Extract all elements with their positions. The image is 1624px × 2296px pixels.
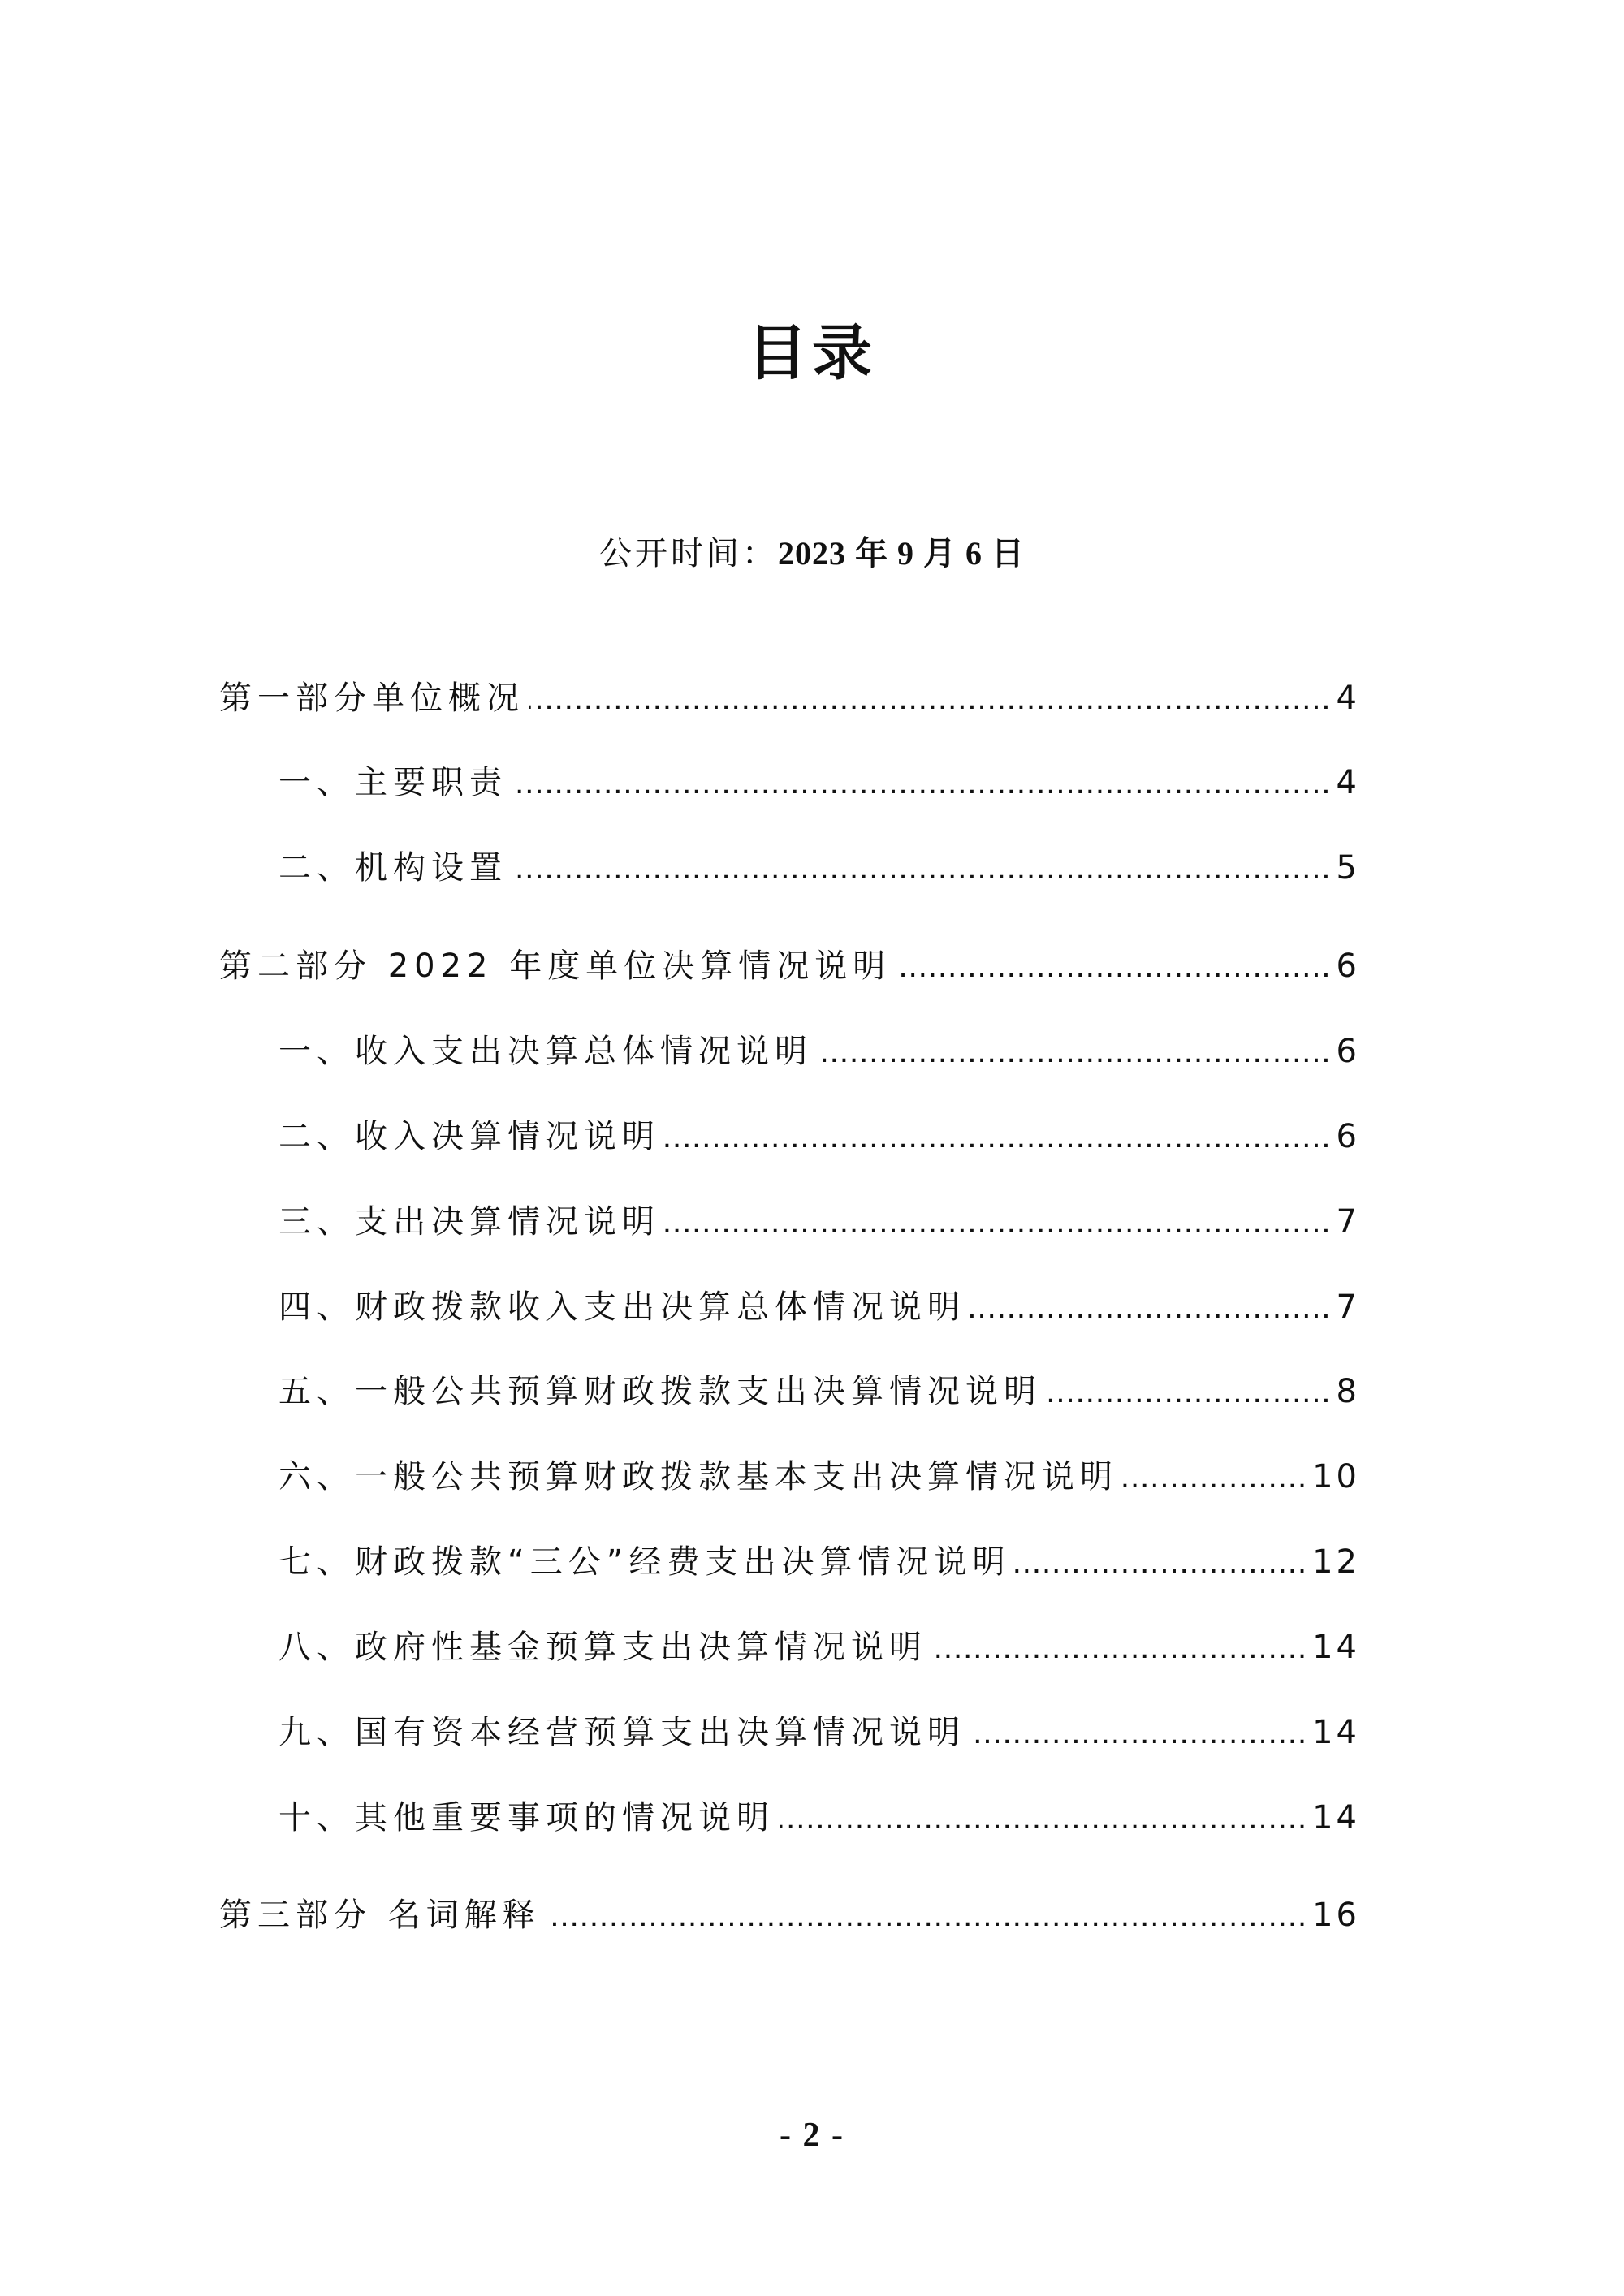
toc-entry[interactable]	[219, 1366, 1360, 1414]
toc-page-number: 7	[1336, 1288, 1360, 1326]
toc-entry-text: 四、财政拨款收入支出决算总体情况说明	[279, 1288, 965, 1326]
toc-page-number: 6	[1336, 947, 1360, 985]
toc-entry-text: 十、其他重要事项的情况说明	[279, 1799, 775, 1836]
toc-entry[interactable]	[219, 1281, 1360, 1330]
toc-page-number: 10	[1312, 1458, 1360, 1495]
toc-entry[interactable]	[219, 842, 1360, 891]
toc-dot-leader	[546, 1892, 1307, 1938]
toc-dot-leader	[970, 1710, 1307, 1755]
toc-entry-text: 一、收入支出决算总体情况说明	[279, 1033, 813, 1070]
publish-date-value: 2023 年 9 月 6 日	[778, 535, 1025, 572]
toc-entry-text: 六、一般公共预算财政拨款基本支出决算情况说明	[279, 1458, 1118, 1495]
toc-dot-leader	[1047, 1369, 1332, 1414]
toc-entry-text: 第二部分 2022 年度单位决算情况说明	[219, 947, 892, 985]
toc-entry-text: 三、支出决算情况说明	[279, 1203, 660, 1241]
toc-dot-leader	[970, 1284, 1332, 1330]
toc-page-number: 14	[1312, 1714, 1360, 1751]
toc-dot-leader	[512, 760, 1332, 805]
table-of-contents	[219, 0, 1360, 2296]
publish-date-label: 公开时间：	[599, 535, 778, 572]
toc-entry[interactable]	[219, 1621, 1360, 1670]
toc-entry-text: 九、国有资本经营预算支出决算情况说明	[279, 1714, 965, 1751]
toc-entry[interactable]	[219, 1025, 1360, 1074]
toc-entry-text: 八、政府性基金预算支出决算情况说明	[279, 1629, 927, 1666]
toc-dot-leader	[932, 1625, 1307, 1670]
toc-entry[interactable]	[219, 1889, 1360, 1938]
toc-entry-text: 二、收入决算情况说明	[279, 1118, 660, 1155]
toc-dot-leader	[665, 1199, 1332, 1245]
toc-page-number: 7	[1336, 1203, 1360, 1241]
toc-entry[interactable]	[219, 940, 1360, 989]
toc-page-number: 8	[1336, 1373, 1360, 1410]
toc-page-number: 14	[1312, 1799, 1360, 1836]
toc-entry-text: 第一部分单位概况	[219, 680, 525, 717]
toc-dot-leader	[780, 1795, 1307, 1841]
toc-entry[interactable]	[219, 672, 1360, 721]
toc-entry[interactable]	[219, 1196, 1360, 1245]
toc-page-number: 6	[1336, 1033, 1360, 1070]
toc-dot-leader	[1123, 1454, 1307, 1500]
toc-entry[interactable]	[219, 1792, 1360, 1841]
toc-entry[interactable]	[219, 757, 1360, 805]
toc-dot-leader	[818, 1029, 1332, 1074]
toc-entry[interactable]	[219, 1451, 1360, 1500]
toc-dot-leader	[1015, 1539, 1307, 1585]
toc-page-number: 4	[1336, 680, 1360, 717]
toc-entry[interactable]	[219, 1707, 1360, 1755]
toc-dot-leader	[896, 943, 1331, 989]
toc-page-number: 5	[1336, 849, 1360, 887]
toc-page-number: 16	[1312, 1897, 1360, 1934]
toc-entry[interactable]	[219, 1536, 1360, 1585]
toc-page-number: 14	[1312, 1629, 1360, 1666]
toc-dot-leader	[665, 1114, 1332, 1159]
toc-page-number: 12	[1312, 1543, 1360, 1581]
toc-page-number: 6	[1336, 1118, 1360, 1155]
toc-entry-text: 一、主要职责	[279, 764, 508, 801]
toc-entry-text: 七、财政拨款“三公”经费支出决算情况说明	[279, 1543, 1011, 1581]
toc-dot-leader	[512, 845, 1332, 891]
toc-entry[interactable]	[219, 1111, 1360, 1159]
toc-entry-text: 第三部分 名词解释	[219, 1897, 541, 1934]
toc-page-number: 4	[1336, 764, 1360, 801]
page-number-footer: - 2 -	[780, 2117, 844, 2154]
toc-entry-text: 二、机构设置	[279, 849, 508, 887]
toc-entry-text: 五、一般公共预算财政拨款支出决算情况说明	[279, 1373, 1042, 1410]
toc-dot-leader	[529, 675, 1332, 721]
page-title: 目录	[747, 318, 877, 388]
